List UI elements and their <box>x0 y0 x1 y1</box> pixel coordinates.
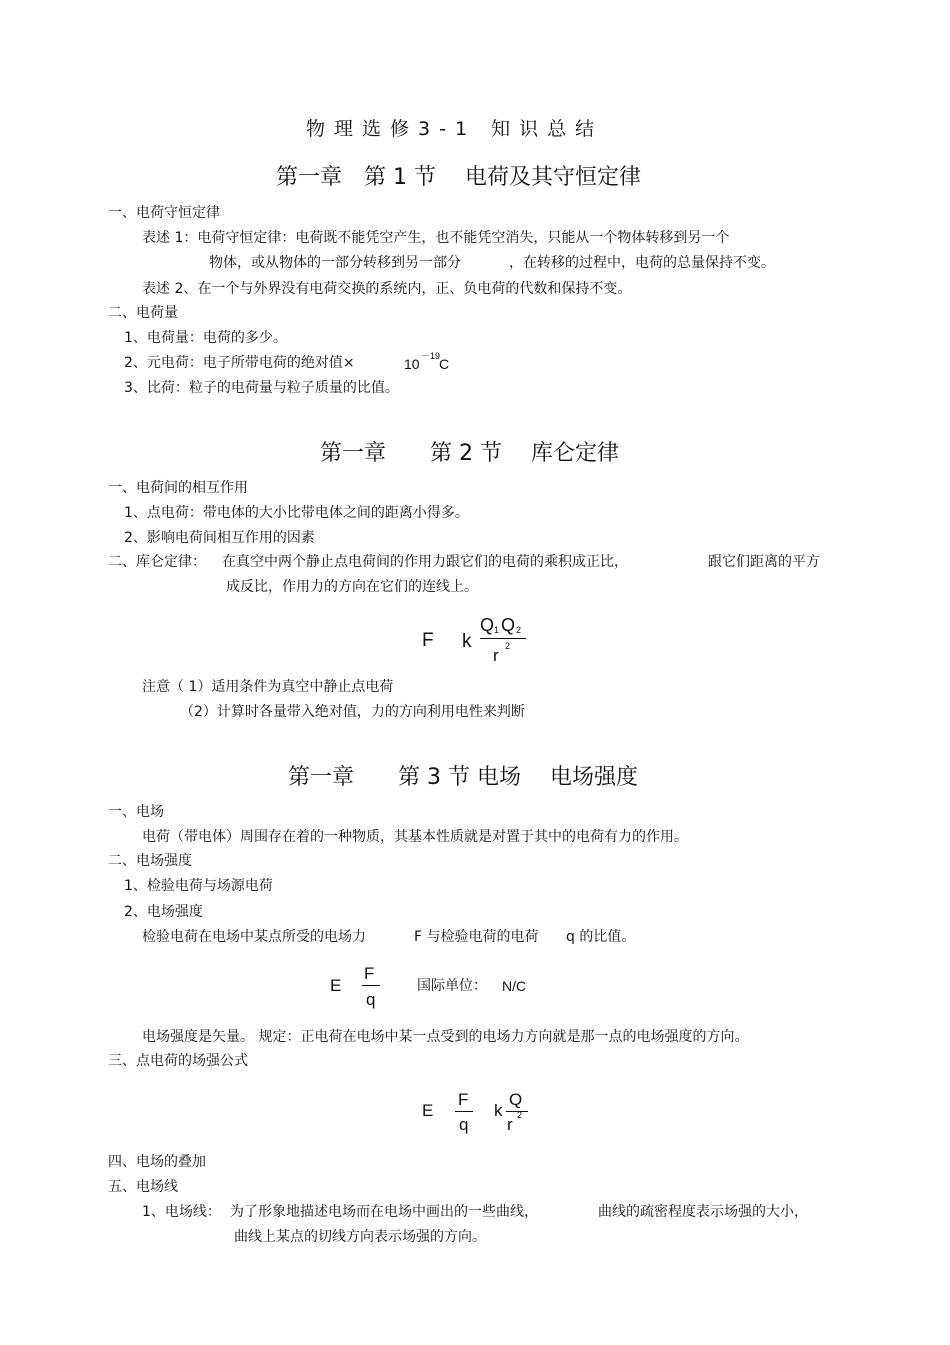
eq-k-symbol: k <box>462 631 472 652</box>
s1-paragraph-5: 二、电荷量 <box>108 305 178 321</box>
section-1-heading: 第一章 第 1 节 电荷及其守恒定律 <box>276 165 641 190</box>
s2-paragraph-4a: 二、库仑定律： <box>108 554 206 570</box>
s2-note-2: （2）计算时各量带入绝对值，力的方向利用电性来判断 <box>180 704 525 720</box>
s2-paragraph-3: 2、影响电荷间相互作用的因素 <box>124 530 315 546</box>
s3-paragraph-12: 曲线上某点的切线方向表示场强的方向。 <box>234 1229 486 1245</box>
eq1-fraction-bar <box>362 985 380 986</box>
s2-paragraph-2: 1、点电荷：带电体的大小比带电体之间的距离小得多。 <box>124 505 469 521</box>
s3-paragraph-8: 三、点电荷的场强公式 <box>108 1053 248 1069</box>
s1-paragraph-7: 2、元电荷：电子所带电荷的绝对值× <box>124 355 355 371</box>
eq1-unit: N/C <box>502 978 527 994</box>
s3-paragraph-6c: q 的比值。 <box>566 929 636 945</box>
eq2-fraction-bar-1 <box>455 1111 473 1112</box>
s3-paragraph-3: 二、电场强度 <box>108 853 192 869</box>
eq2-r-exponent: 2 <box>517 1110 523 1120</box>
s1-paragraph-4: 表述 2、在一个与外界没有电荷交换的系统内，正、负电荷的代数和保持不变。 <box>142 281 632 297</box>
s3-paragraph-9: 四、电场的叠加 <box>108 1154 206 1170</box>
eq-r: r <box>493 646 499 665</box>
s3-paragraph-6a: 检验电荷在电场中某点所受的电场力 <box>142 929 366 945</box>
s3-paragraph-6b: F 与检验电荷的电荷 <box>414 929 539 945</box>
s2-paragraph-4c: 跟它们距离的平方 <box>708 554 820 570</box>
s2-paragraph-5: 成反比，作用力的方向在它们的连线上。 <box>226 579 478 595</box>
s3-paragraph-7: 电场强度是矢量。 规定：正电荷在电场中某一点受到的电场力方向就是那一点的电场强度的方向。 <box>142 1029 749 1045</box>
document-title: 物理选修3-1 知识总结 <box>306 118 604 140</box>
eq2-denominator-2: r <box>507 1115 513 1134</box>
s3-paragraph-2: 电荷（带电体）周围存在着的一种物质，其基本性质就是对置于其中的电荷有力的作用。 <box>142 829 688 845</box>
s3-paragraph-11a: 1、电场线： <box>142 1204 221 1220</box>
eq1-denominator: q <box>366 990 376 1009</box>
elementary-charge-unit: C <box>439 356 450 372</box>
eq2-numerator-1: F <box>458 1090 469 1109</box>
s2-note-1: 注意（ 1）适用条件为真空中静止点电荷 <box>142 679 394 695</box>
s1-paragraph-2: 表述 1：电荷守恒定律：电荷既不能凭空产生，也不能凭空消失，只能从一个物体转移到另一个 <box>142 230 730 246</box>
eq1-e-symbol: E <box>330 976 342 995</box>
s3-paragraph-11c: 曲线的疏密程度表示场强的大小， <box>598 1204 808 1220</box>
eq2-numerator-2: Q <box>509 1090 523 1109</box>
eq-q2-subscript: 2 <box>516 625 522 635</box>
eq-fraction-bar <box>480 638 526 639</box>
s1-paragraph-1: 一、电荷守恒定律 <box>108 205 220 221</box>
eq2-k-symbol: k <box>494 1101 503 1120</box>
elementary-charge-base: 10 <box>404 356 420 372</box>
section-2-heading: 第一章 第 2 节 库仑定律 <box>320 441 619 466</box>
eq2-e-symbol: E <box>422 1101 434 1120</box>
eq-q1: Q <box>480 615 495 635</box>
elementary-charge-exponent: －19 <box>421 351 441 361</box>
s3-paragraph-1: 一、电场 <box>108 804 164 820</box>
s3-paragraph-5: 2、电场强度 <box>124 904 203 920</box>
eq1-numerator: F <box>364 964 375 983</box>
s1-paragraph-6: 1、电荷量：电荷的多少。 <box>124 330 287 346</box>
s1-paragraph-3a: 物体，或从物体的一部分转移到另一部分 <box>209 255 461 271</box>
eq-q1-subscript: 1 <box>494 625 500 635</box>
s3-paragraph-11b: 为了形象地描述电场而在电场中画出的一些曲线， <box>230 1204 538 1220</box>
s2-paragraph-4b: 在真空中两个静止点电荷间的作用力跟它们的电荷的乘积成正比， <box>222 554 628 570</box>
s3-paragraph-10: 五、电场线 <box>108 1179 178 1195</box>
eq1-unit-label: 国际单位： <box>417 978 487 994</box>
s1-paragraph-8: 3、比荷：粒子的电荷量与粒子质量的比值。 <box>124 380 399 396</box>
eq-force-symbol: F <box>422 630 434 651</box>
s3-paragraph-4: 1、检验电荷与场源电荷 <box>124 878 273 894</box>
s2-paragraph-1: 一、电荷间的相互作用 <box>108 480 248 496</box>
eq-r-exponent: 2 <box>505 641 511 651</box>
eq2-denominator-1: q <box>459 1115 469 1134</box>
eq-q2: Q <box>501 615 516 635</box>
s1-paragraph-3b: ，在转移的过程中，电荷的总量保持不变。 <box>509 255 775 271</box>
section-3-heading: 第一章 第 3 节 电场 电场强度 <box>288 765 638 790</box>
